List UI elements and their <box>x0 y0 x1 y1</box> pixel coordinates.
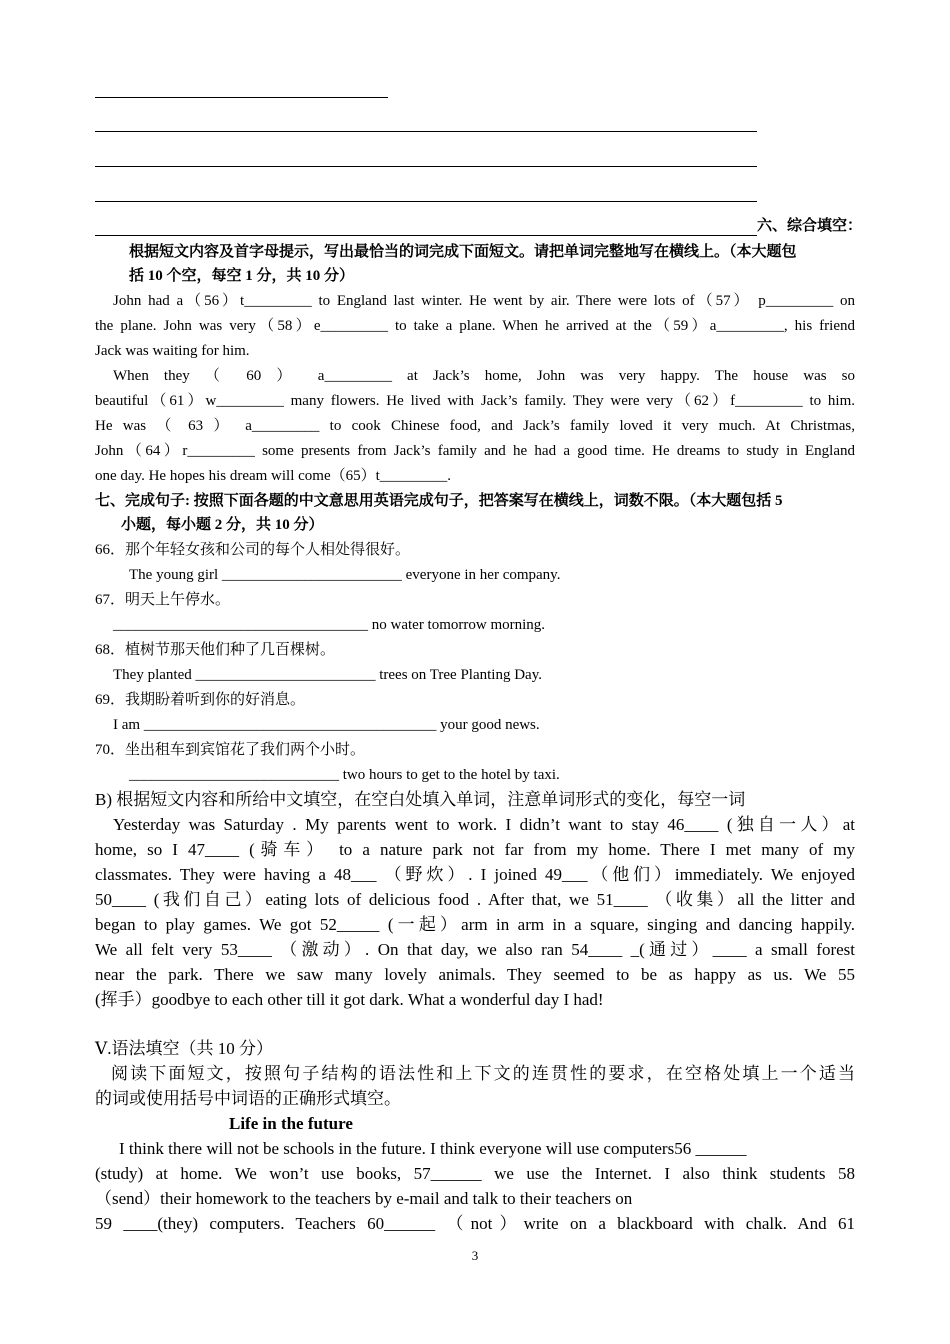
sectionV-title: Ⅴ.语法填空（共 10 分） <box>95 1039 274 1058</box>
section6-title: 六、综合填空： <box>757 218 863 234</box>
sectionB-line: classmates. They were having a 48___ （野炊）. I joined 49___（他们）immediately. We enjoyed <box>95 865 855 884</box>
question-68-en: They planted ________________________ trees on Tree Planting Day. <box>113 667 542 683</box>
sectionV-line: （send）their homework to the teachers by e-mail and talk to their teachers on <box>95 1189 633 1208</box>
question-66-cn: 66．那个年轻女孩和公司的每个人相处得很好。 <box>95 542 411 558</box>
sectionV-instruction: 阅读下面短文，按照句子结构的语法性和上下文的连贯性的要求，在空格处填上一个适当 <box>111 1064 855 1083</box>
section6-instruction: 根据短文内容及首字母提示，写出最恰当的词完成下面短文。请把单词完整地写在横线上。（本大题包 <box>129 244 797 260</box>
sectionV-line: I think there will not be schools in the future. I think everyone will use computers56 ______ <box>119 1139 747 1158</box>
sectionB-line: (挥手）goodbye to each other till it got dark. What a wonderful day I had! <box>95 990 604 1009</box>
sectionV-line: 59 ____(they) computers. Teachers 60______ （not）write on a blackboard with chalk. And 61 <box>95 1214 855 1233</box>
sectionV-line: (study) at home. We won’t use books, 57______ we use the Internet. I also think students 58 <box>95 1164 855 1183</box>
sectionB-line: began to play games. We got 52_____ (一起）arm in arm in a square, singing and dancing happily. <box>95 915 855 934</box>
section7-title: 七、完成句子: 按照下面各题的中文意思用英语完成句子，把答案写在横线上，词数不限。（本大题包括 5 <box>95 493 783 509</box>
section6-line: the plane. John was very（58）e_________ to take a plane. When he arrived at the（59）a_________, his friend <box>95 318 855 334</box>
answer-line-3 <box>95 166 757 167</box>
section6-line: one day. He hopes his dream will come（65）t_________. <box>95 468 452 484</box>
question-69-cn: 69．我期盼着听到你的好消息。 <box>95 692 306 708</box>
sectionB-line: 50____ (我们自己）eating lots of delicious food . After that, we 51____ （收集）all the litter and <box>95 890 855 909</box>
sectionB-line: Yesterday was Saturday . My parents went to work. I didn’t want to stay 46____ (独自一人）at <box>113 815 855 834</box>
section6-line: Jack was waiting for him. <box>95 343 250 359</box>
passage-title: Life in the future <box>229 1114 353 1133</box>
section6-line: John（64）r_________ some presents from Jack’s family and he had a good time. He dreams to study in England <box>95 443 855 459</box>
question-69-en: I am _______________________________________ your good news. <box>113 717 540 733</box>
sectionV-instruction-cont: 的词或使用括号中词语的正确形式填空。 <box>95 1089 401 1108</box>
sectionB-line: near the park. There we saw many lovely animals. They seemed to be as happy as us. We 55 <box>95 965 855 984</box>
section6-instruction-cont: 括 10 个空，每空 1 分，共 10 分） <box>129 268 355 284</box>
question-66-en: The young girl ________________________ everyone in her company. <box>129 567 561 583</box>
section6-line: beautiful（61）w_________ many flowers. He lived with Jack’s family. They were very（62）f_________ to him. <box>95 393 855 409</box>
question-70-en: ____________________________ two hours to get to the hotel by taxi. <box>129 767 560 783</box>
question-67-en: __________________________________ no water tomorrow morning. <box>113 617 546 633</box>
sectionB-title: B) 根据短文内容和所给中文填空，在空白处填入单词，注意单词形式的变化，每空一词 <box>95 790 746 809</box>
answer-line-2 <box>95 131 757 132</box>
section6-line: He was （ 63 ） a_________ to cook Chinese food, and Jack’s family loved it very much. At Christmas, <box>95 418 855 434</box>
answer-line-1 <box>95 97 388 98</box>
question-70-cn: 70．坐出租车到宾馆花了我们两个小时。 <box>95 742 366 758</box>
section7-title-cont: 小题，每小题 2 分，共 10 分） <box>121 517 324 533</box>
question-68-cn: 68．植树节那天他们种了几百棵树。 <box>95 642 336 658</box>
section6-line: When they （ 60 ） a_________ at Jack’s home, John was very happy. The house was so <box>113 368 855 384</box>
question-67-cn: 67．明天上午停水。 <box>95 592 231 608</box>
page-number: 3 <box>471 1248 479 1263</box>
answer-line-4 <box>95 201 757 202</box>
answer-line-5 <box>95 235 757 236</box>
sectionB-line: home, so I 47____ (骑车） to a nature park not far from my home. There I met many of my <box>95 840 855 859</box>
sectionB-line: We all felt very 53____ （激动）. On that day, we also ran 54____ _(通过）____ a small forest <box>95 940 855 959</box>
section6-line: John had a（56）t_________ to England last winter. He went by air. There were lots of（57） p_________ on <box>113 293 855 309</box>
